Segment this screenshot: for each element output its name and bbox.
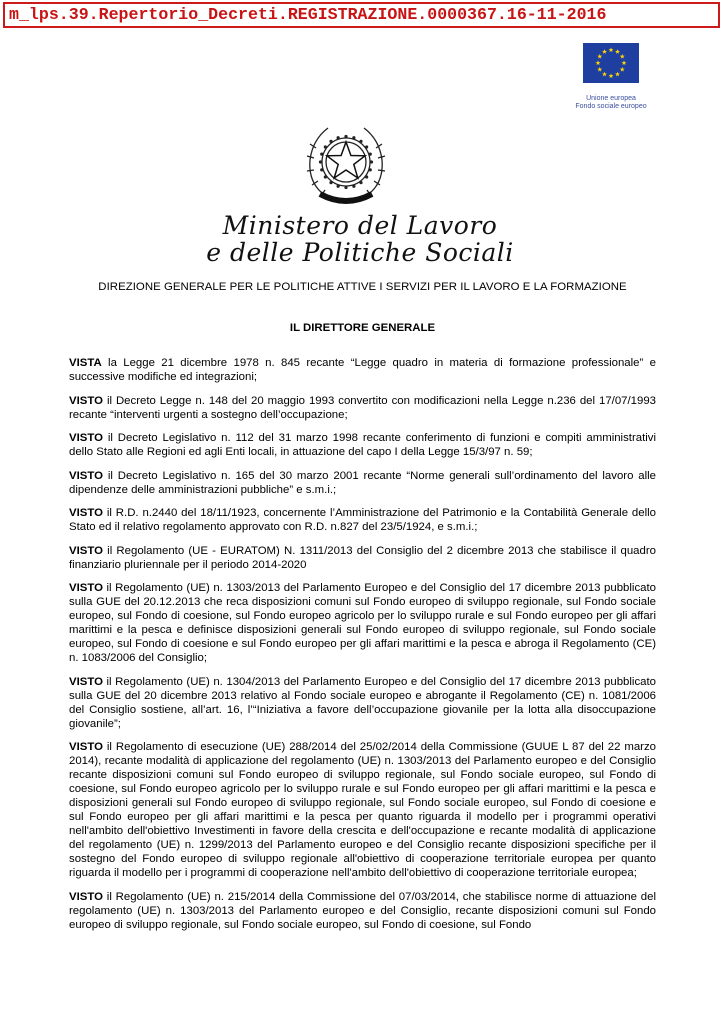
paragraph-text: il Regolamento (UE - EURATOM) N. 1311/2013 del Consiglio del 2 dicembre 2013 che stabilisce il quadro finanziario pluriennale per il periodo 2014-2020 <box>69 544 656 571</box>
republic-emblem-icon <box>298 118 394 210</box>
emblem-cog-tooth <box>344 135 347 138</box>
decree-body <box>69 356 656 941</box>
emblem-cog-tooth <box>352 185 355 188</box>
emblem-cog-tooth <box>365 175 368 178</box>
emblem-cog-tooth <box>365 145 368 148</box>
emblem-cog-tooth <box>320 153 323 156</box>
emblem-cog-tooth <box>369 153 372 156</box>
emblem-cog-tooth <box>352 136 355 139</box>
paragraph-lead: VISTO <box>69 544 103 557</box>
paragraph-text: il Regolamento (UE) n. 1303/2013 del Parlamento Europeo e del Consiglio del 17 dicembre 2013 pubblicato sulla GUE del 20.12.2013 che reca disposizioni comuni sul Fondo europeo di sviluppo regionale, sul Fondo sociale europeo, sul Fondo di coesione, sul Fondo europeo agricolo per lo sviluppo rurale e sul Fondo europeo per gli affari marittimi e la pesca e definisce disposizioni generali sul Fondo europeo di sviluppo regionale, sul Fondo sociale europeo, sul Fondo di coesione e sul Fondo europeo per gli affari marittimi e la pesca e abroga il Regolamento (CE) n. 1083/2006 del Consiglio; <box>69 582 656 664</box>
emblem-cog-tooth <box>320 168 323 171</box>
paragraph-text: il Decreto Legislativo n. 112 del 31 marzo 1998 recante conferimento di funzioni e compiti amministrativi dello Stato alle Regioni ed agli Enti locali, in attuazione del capo I della Legge 15/3/97 n. 59; <box>69 432 656 458</box>
paragraph-lead: VISTO <box>69 394 103 407</box>
preamble-paragraph <box>69 394 656 422</box>
protocol-stamp: m_lps.39.Repertorio_Decreti.REGISTRAZIONE.0000367.16-11-2016 <box>3 2 720 28</box>
eu-logo <box>557 42 665 111</box>
preamble-paragraph <box>69 890 656 932</box>
emblem-cog-tooth <box>344 186 347 189</box>
paragraph-lead: VISTO <box>69 432 103 444</box>
emblem-cog-tooth <box>337 136 340 139</box>
emblem-cog-tooth <box>359 181 362 184</box>
eu-caption <box>557 95 665 111</box>
emblem-cog-tooth <box>359 140 362 143</box>
paragraph-lead: VISTO <box>69 675 103 688</box>
paragraph-lead: VISTA <box>69 357 102 369</box>
paragraph-lead: VISTO <box>69 507 103 519</box>
preamble-paragraph <box>69 544 656 572</box>
paragraph-text: il Decreto Legge n. 148 del 20 maggio 1993 convertito con modificazioni nella Legge n.236 del 17/07/1993 recante “interventi urgenti a sostegno dell’occupazione; <box>69 394 656 421</box>
ministry-name-line1: Ministero del Lavoro <box>222 211 498 240</box>
paragraph-text: il Regolamento (UE) n. 215/2014 della Commissione del 07/03/2014, che stabilisce norme di attuazione del regolamento (UE) n. 1303/2013 del Parlamento europeo e del Consiglio, recante disposizioni comuni sul Fondo europeo di sviluppo regionale, sul Fondo sociale europeo, sul Fondo di coesione, sul Fondo <box>69 890 656 931</box>
preamble-paragraph <box>69 740 656 880</box>
emblem-cog-tooth <box>324 145 327 148</box>
paragraph-lead: VISTO <box>69 469 103 482</box>
emblem-cog-tooth <box>324 175 327 178</box>
paragraph-text: il Decreto Legislativo n. 165 del 30 marzo 2001 recante “Norme generali sull’ordinamento del lavoro alle dipendenze delle amministrazioni pubbliche” e s.m.i.; <box>69 469 656 496</box>
paragraph-text: il Regolamento di esecuzione (UE) 288/2014 del 25/02/2014 della Commissione (GUUE L 87 del 22 marzo 2014), recante modalità di applicazione del regolamento (UE) n. 1303/2013 del Parlamento europeo e del Consiglio recante disposizioni comuni sul Fondo europeo di sviluppo regionale, sul Fondo sociale europeo, sul Fondo di coesione, sul Fondo europeo agricolo per lo sviluppo rurale e sul Fondo europeo per gli affari marittimi e la pesca e disposizioni generali sul Fondo europeo di sviluppo regionale, sul Fondo sociale europeo, sul Fondo di coesione e sul Fondo europeo per gli affari marittimi e la pesca per quanto riguarda il modello per i programmi operativi nell'ambito dell'obiettivo Investimenti in favore della crescita e dell'occupazione e recante modalità di applicazione del regolamento (UE) n. 1299/2013 del Parlamento europeo e del Consiglio recante disposizioni specifiche per il sostegno del Fondo europeo di sviluppo regionale all'obiettivo di cooperazione territoriale europea per quanto riguarda il modello per i programmi di cooperazione nell'ambito dell'obiettivo di cooperazione territoriale europea; <box>69 741 656 879</box>
eu-caption-line2: Fondo sociale europeo <box>575 103 647 110</box>
paragraph-lead: VISTO <box>69 582 103 594</box>
paragraph-lead: VISTO <box>69 741 103 753</box>
paragraph-lead: VISTO <box>69 890 103 903</box>
paragraph-text: il R.D. n.2440 del 18/11/1923, concernente l’Amministrazione del Patrimonio e la Contabilità Generale dello Stato ed il relativo regolamento approvato con R.D. n.827 del 23/5/1924, e s.m.i.; <box>69 507 656 533</box>
ministry-name-line2: e delle Politiche Sociali <box>206 238 514 267</box>
emblem-cog-tooth <box>329 140 332 143</box>
preamble-paragraph <box>69 675 656 731</box>
eu-caption-line1: Unione europea <box>586 95 636 102</box>
emblem-cog-tooth <box>370 160 373 163</box>
emblem-cog-tooth <box>337 185 340 188</box>
preamble-paragraph <box>69 356 656 384</box>
document-heading: IL DIRETTORE GENERALE <box>289 322 436 334</box>
preamble-paragraph <box>69 581 656 665</box>
ministry-name <box>200 212 520 266</box>
paragraph-text: il Regolamento (UE) n. 1304/2013 del Parlamento Europeo e del Consiglio del 17 dicembre 2013 pubblicato sulla GUE del 20 dicembre 2013 relativo al Fondo sociale europeo e abrogante il Regolamento (CE) n. 1081/2006 del Consiglio sostiene, all’art. 16, l’“Iniziativa a favore dell’occupazione giovanile per la lotta alla disoccupazione giovanile”; <box>69 675 656 730</box>
preamble-paragraph <box>69 506 656 534</box>
emblem-cog-tooth <box>319 160 322 163</box>
paragraph-text: la Legge 21 dicembre 1978 n. 845 recante “Legge quadro in materia di formazione professionale” e successive modifiche ed integrazioni; <box>69 357 656 383</box>
eu-flag-icon <box>557 42 665 92</box>
emblem-cog-tooth <box>369 168 372 171</box>
directorate-title: DIREZIONE GENERALE PER LE POLITICHE ATTIVE I SERVIZI PER IL LAVORO E LA FORMAZIONE <box>98 281 627 293</box>
preamble-paragraph <box>69 469 656 497</box>
emblem-ribbon <box>320 194 372 201</box>
emblem-cog-tooth <box>329 181 332 184</box>
preamble-paragraph <box>69 431 656 459</box>
